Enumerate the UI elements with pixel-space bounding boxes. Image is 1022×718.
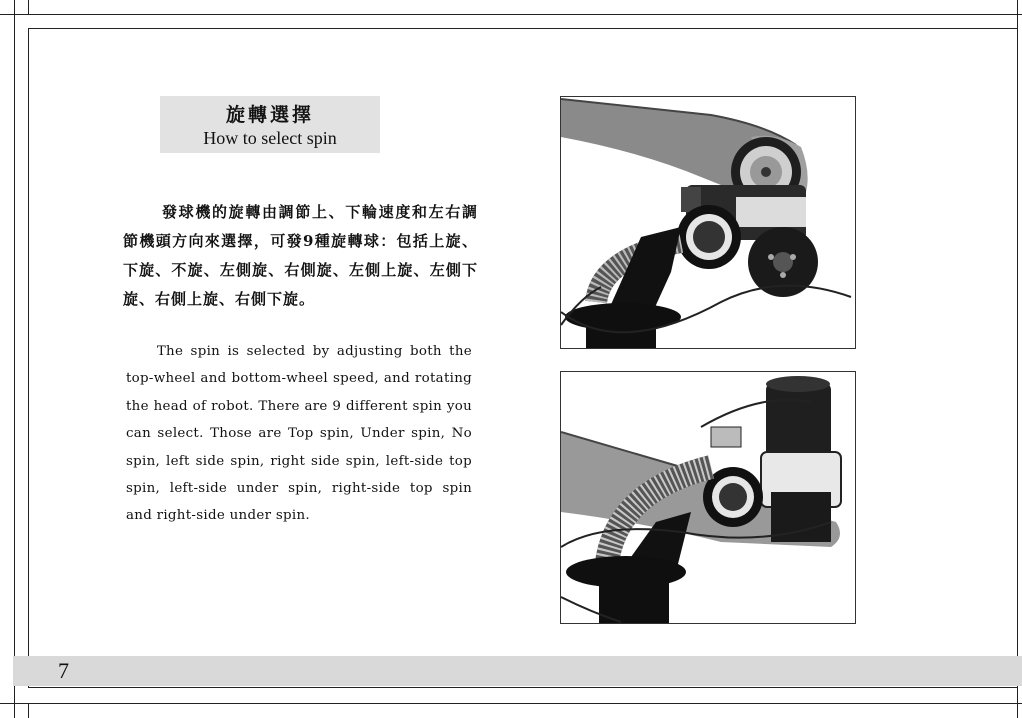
crop-mark-top-h bbox=[0, 14, 1022, 15]
crop-mark-bottom-v bbox=[28, 703, 29, 718]
crop-mark-left-v bbox=[14, 0, 15, 718]
page-number: 7 bbox=[58, 658, 69, 683]
paragraph-chinese: 發球機的旋轉由調節上、下輪速度和左右調節機頭方向來選擇，可發9種旋轉球：包括上旋、下旋、不旋、左側旋、右側旋、左側上旋、左側下旋、右側上旋、右側下旋。 bbox=[123, 203, 478, 308]
section-title-box bbox=[160, 96, 380, 153]
robot-head-rotated-photo bbox=[560, 371, 856, 624]
crop-mark-top-v bbox=[28, 0, 29, 14]
section-title-english: How to select spin bbox=[203, 128, 337, 148]
footer-band bbox=[13, 656, 1022, 686]
crop-mark-bottom-h bbox=[0, 703, 1022, 704]
robot-head-top-wheel-photo bbox=[560, 96, 856, 349]
section-title-chinese: 旋轉選擇 bbox=[225, 104, 314, 126]
paragraph-english: The spin is selected by adjusting both the top-wheel and bottom-wheel speed, and rotating the head of robot. There are 9 different spin you can select. Those are Top spin, Under spin, No spin, left side spin, right side spin, left-side top spin, left-side under spin, right-side top spin and right-side under spin. bbox=[126, 344, 472, 524]
